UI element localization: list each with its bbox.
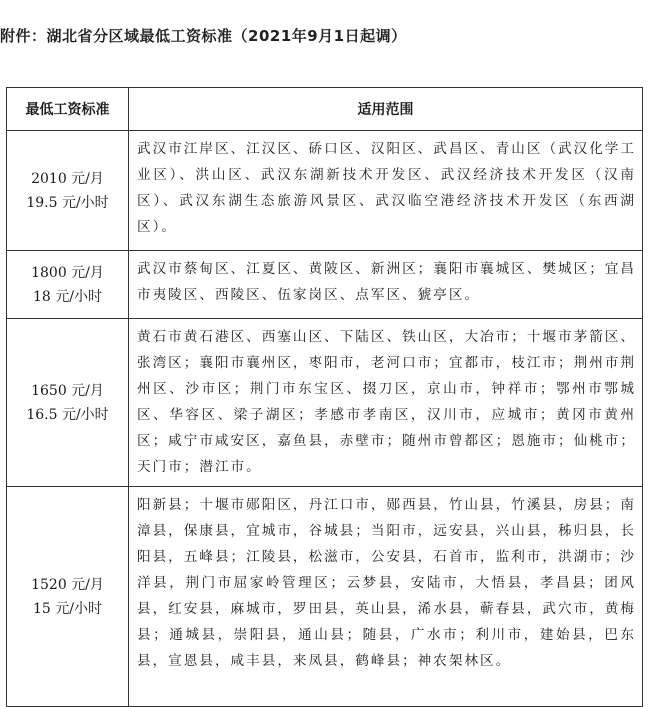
table-row xyxy=(7,319,643,487)
table-row xyxy=(7,131,643,251)
table-row xyxy=(7,251,643,319)
wage-cell xyxy=(7,319,129,487)
monthly-wage: 1650 元/月 xyxy=(31,382,104,399)
monthly-wage: 1520 元/月 xyxy=(31,576,104,593)
table-row xyxy=(7,487,643,707)
table-header-row xyxy=(7,88,643,131)
hourly-wage: 18 元/小时 xyxy=(33,288,102,305)
header-applicable-scope: 适用范围 xyxy=(129,88,643,131)
hourly-wage: 19.5 元/小时 xyxy=(26,194,109,211)
minimum-wage-table xyxy=(6,87,643,707)
wage-cell xyxy=(7,131,129,251)
scope-cell: 阳新县；十堰市郧阳区，丹江口市，郧西县，竹山县，竹溪县，房县；南漳县，保康县，宜城市，谷城县；当阳市，远安县，兴山县，秭归县，长阳县，五峰县；江陵县，松滋市，公安县，石首市，监利市，洪湖市；沙洋县，荆门市屈家岭管理区；云梦县，安陆市，大悟县，孝昌县；团风县，红安县，麻城市，罗田县，英山县，浠水县，蕲春县，武穴市，黄梅县；通城县，崇阳县，通山县；随县，广水市；利川市，建始县，巴东县，宣恩县，咸丰县，来凤县，鹤峰县；神农架林区。 xyxy=(129,487,643,707)
wage-cell xyxy=(7,487,129,707)
monthly-wage: 2010 元/月 xyxy=(31,170,104,187)
monthly-wage: 1800 元/月 xyxy=(31,264,104,281)
scope-cell: 黄石市黄石港区、西塞山区、下陆区、铁山区，大冶市；十堰市茅箭区、张湾区；襄阳市襄州区，枣阳市，老河口市；宜都市，枝江市；荆州市荆州区、沙市区；荆门市东宝区、掇刀区，京山市，钟祥市；鄂州市鄂城区、华容区、梁子湖区；孝感市孝南区，汉川市，应城市；黄冈市黄州区；咸宁市咸安区，嘉鱼县，赤壁市；随州市曾都区；恩施市；仙桃市；天门市；潜江市。 xyxy=(129,319,643,487)
scope-cell: 武汉市蔡甸区、江夏区、黄陂区、新洲区；襄阳市襄城区、樊城区；宜昌市夷陵区、西陵区、伍家岗区、点军区、猇亭区。 xyxy=(129,251,643,319)
wage-cell xyxy=(7,251,129,319)
hourly-wage: 16.5 元/小时 xyxy=(26,406,109,423)
page-title: 附件：湖北省分区域最低工资标准（2021年9月1日起调） xyxy=(0,27,407,45)
hourly-wage: 15 元/小时 xyxy=(33,600,102,617)
header-minimum-wage: 最低工资标准 xyxy=(7,88,129,131)
scope-cell: 武汉市江岸区、江汉区、硚口区、汉阳区、武昌区、青山区（武汉化学工业区）、洪山区、武汉东湖新技术开发区、武汉经济技术开发区（汉南区）、武汉东湖生态旅游风景区、武汉临空港经济技术开发区（东西湖区）。 xyxy=(129,131,643,251)
